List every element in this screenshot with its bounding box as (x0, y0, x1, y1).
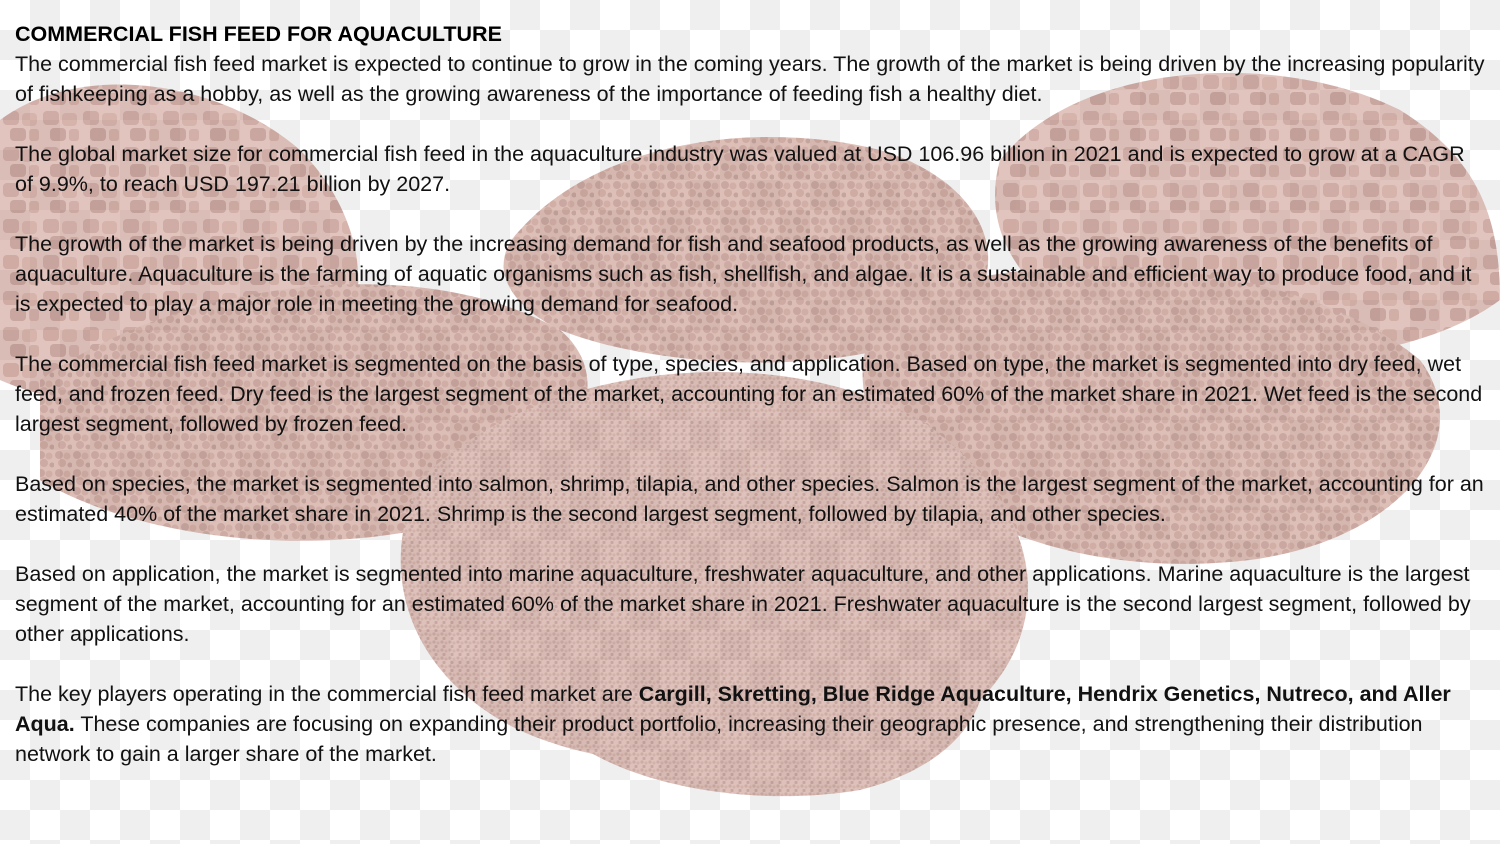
key-players-outro: These companies are focusing on expanding their product portfolio, increasing their geographic presence, and strengthening their distribution network to gain a larger share of the market. (15, 712, 1423, 766)
paragraph-growth-drivers: The growth of the market is being driven by the increasing demand for fish and seafood products, as well as the growing awareness of the benefits of aquaculture. Aquaculture is the farming of aquatic organisms such as fish, shellfish, and algae. It is a sustainable and efficient way to produce food, and it is expected to play a major role in meeting the growing demand for seafood. (15, 232, 1472, 316)
paragraph-segmentation-type: The commercial fish feed market is segmented on the basis of type, species, and application. Based on type, the market is segmented into dry feed, wet feed, and frozen feed. Dry feed is the largest segment of the market, accounting for an estimated 60% of the market share in 2021. Wet feed is the second largest segment, followed by frozen feed. (15, 352, 1483, 436)
document-title: COMMERCIAL FISH FEED FOR AQUACULTURE (15, 22, 502, 46)
paragraph-segmentation-species: Based on species, the market is segmented into salmon, shrimp, tilapia, and other species. Salmon is the largest segment of the market, accounting for an estimated 40% of the market share in 2021. Shrimp is the second largest segment, followed by tilapia, and other species. (15, 472, 1484, 526)
key-players-names: Cargill, Skretting, Blue Ridge Aquaculture, Hendrix Genetics, Nutreco, and Aller Aqua. (15, 682, 1451, 736)
paragraph-market-growth: The commercial fish feed market is expected to continue to grow in the coming years. The growth of the market is being driven by the increasing popularity of fishkeeping as a hobby, as well as the growing awareness of the importance of feeding fish a healthy diet. (15, 52, 1485, 106)
document-body (15, 19, 1487, 769)
paragraph-key-players (15, 679, 1487, 769)
paragraph-market-size: The global market size for commercial fish feed in the aquaculture industry was valued at USD 106.96 billion in 2021 and is expected to grow at a CAGR of 9.9%, to reach USD 197.21 billion by 2027. (15, 142, 1465, 196)
key-players-intro: The key players operating in the commercial fish feed market are (15, 682, 639, 706)
paragraph-segmentation-application: Based on application, the market is segmented into marine aquaculture, freshwater aquaculture, and other applications. Marine aquaculture is the largest segment of the market, accounting for an estimated 60% of the market share in 2021. Freshwater aquaculture is the second largest segment, followed by other applications. (15, 562, 1471, 646)
